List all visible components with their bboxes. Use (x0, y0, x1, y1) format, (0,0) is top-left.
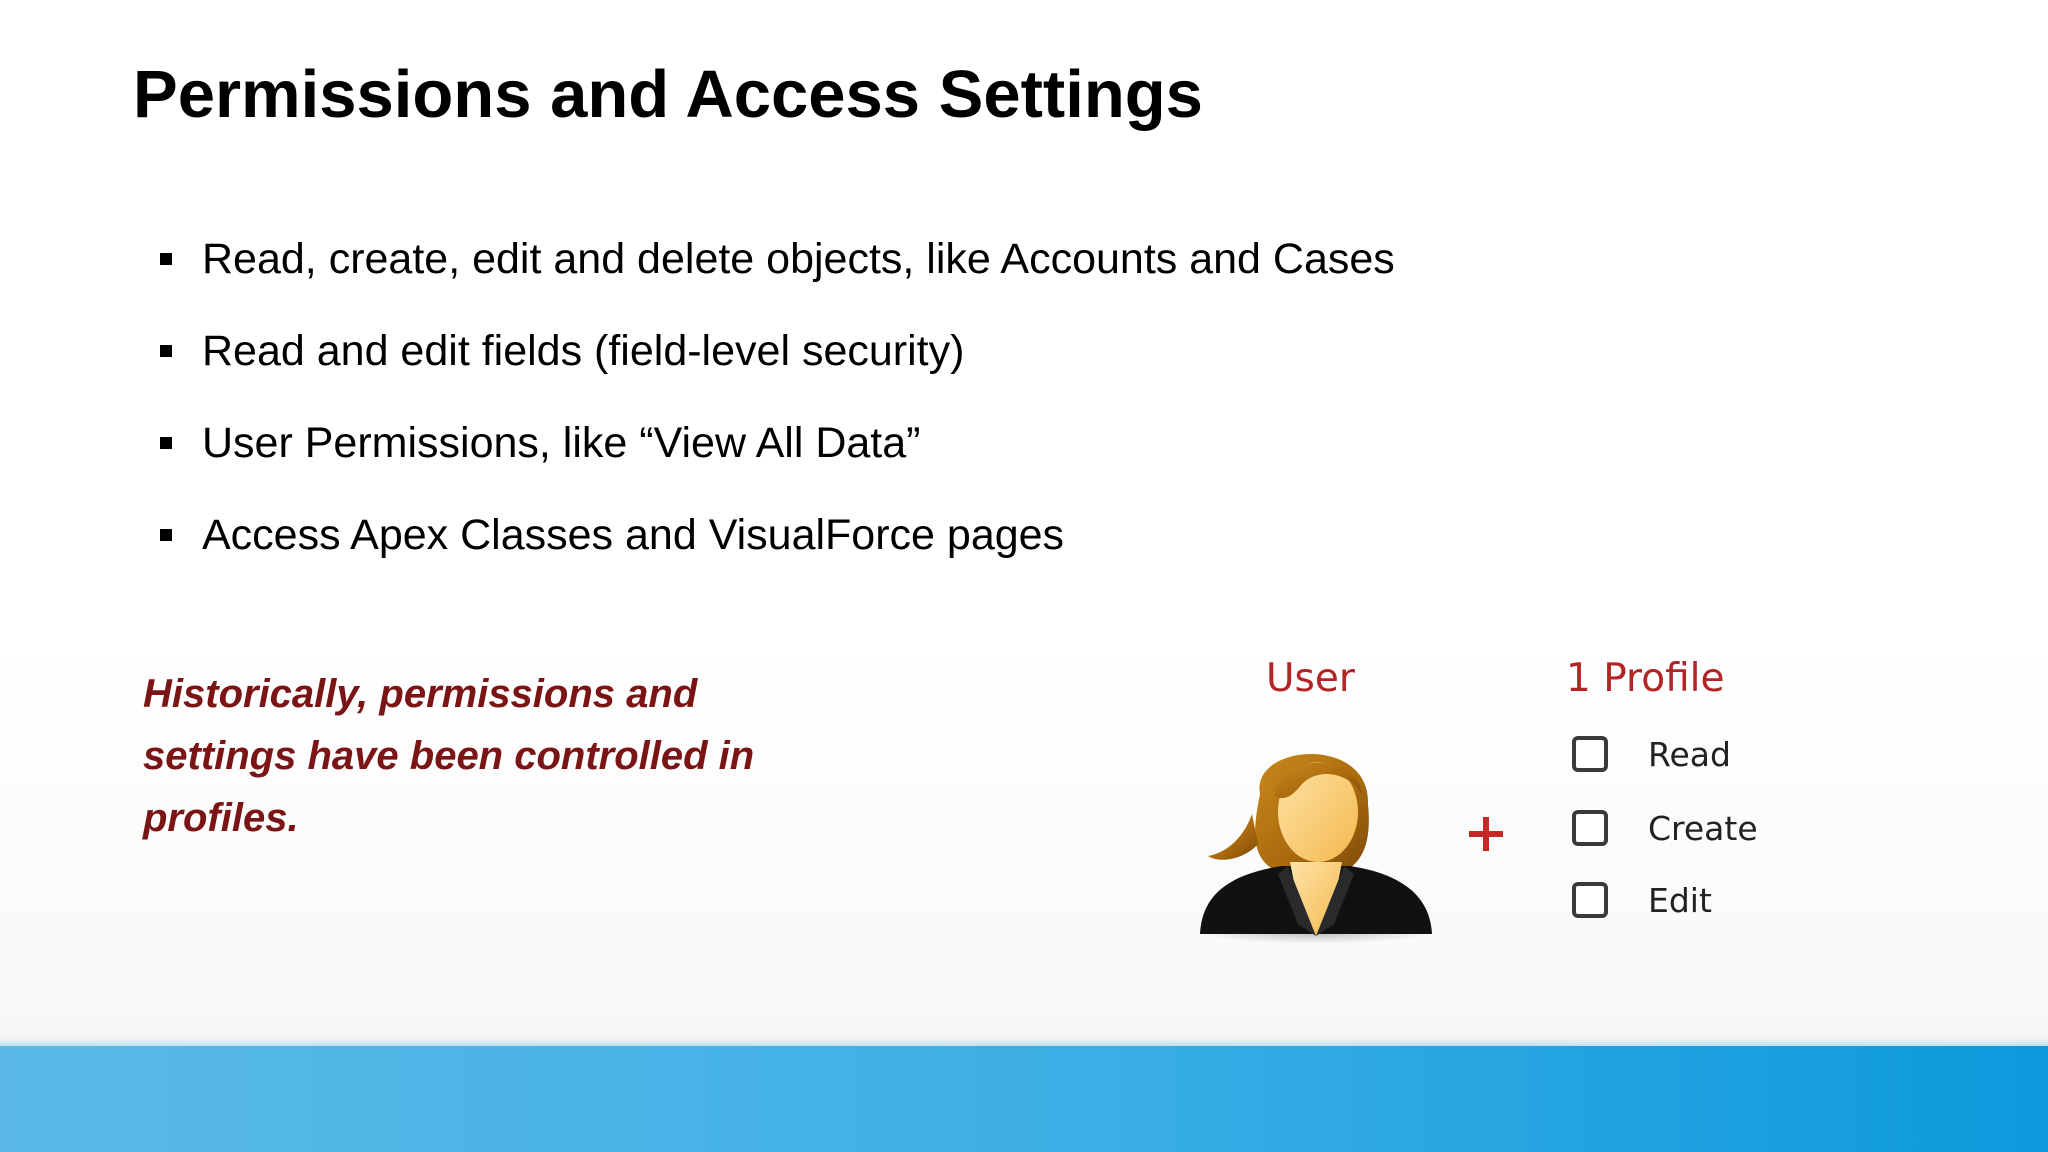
bullet-square-icon (160, 253, 172, 265)
profile-label: 1 Profile (1566, 656, 1725, 701)
bullet-item (160, 305, 1395, 397)
historical-note (143, 663, 843, 849)
permission-label: Create (1648, 808, 1758, 848)
bullet-text: User Permissions, like “View All Data” (202, 418, 921, 467)
bullet-text: Read and edit fields (field-level security) (202, 326, 965, 375)
note-line: settings have been controlled in (143, 734, 755, 778)
checkbox-unchecked-icon (1572, 810, 1608, 846)
bullet-square-icon (160, 437, 172, 449)
note-line: Historically, permissions and (143, 672, 698, 716)
user-profile-illustration (1190, 650, 1830, 960)
permission-row-edit (1572, 876, 1712, 924)
note-line: profiles. (143, 796, 299, 840)
bullet-item (160, 397, 1395, 489)
slide-title: Permissions and Access Settings (133, 57, 1203, 132)
footer-band (0, 1046, 2048, 1152)
bullet-list (160, 213, 1395, 581)
user-avatar-icon (1190, 724, 1440, 944)
user-label: User (1266, 656, 1355, 701)
permission-row-create (1572, 804, 1758, 852)
bullet-square-icon (160, 529, 172, 541)
plus-icon (1466, 814, 1506, 854)
bullet-square-icon (160, 345, 172, 357)
permission-label: Edit (1648, 880, 1712, 920)
bullet-item (160, 489, 1395, 581)
bullet-item (160, 213, 1395, 305)
bullet-text: Read, create, edit and delete objects, like Accounts and Cases (202, 234, 1395, 283)
permission-label: Read (1648, 734, 1731, 774)
checkbox-unchecked-icon (1572, 882, 1608, 918)
checkbox-unchecked-icon (1572, 736, 1608, 772)
permission-row-read (1572, 730, 1731, 778)
bullet-text: Access Apex Classes and VisualForce pages (202, 510, 1065, 559)
